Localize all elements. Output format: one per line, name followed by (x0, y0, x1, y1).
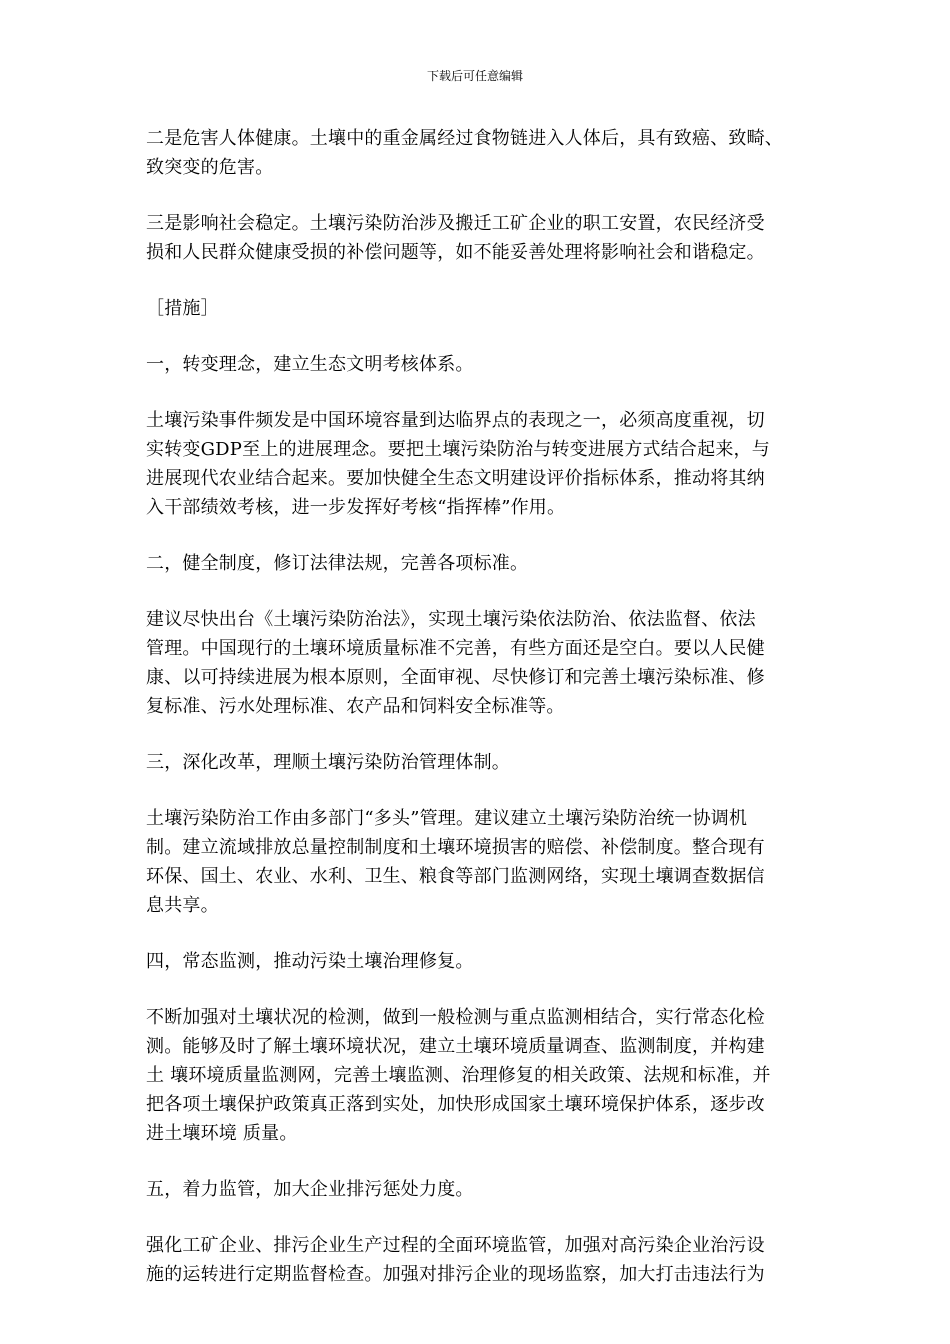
paragraph (146, 1231, 806, 1289)
text-line: 四，常态监测，推动污染土壤治理修复。 (146, 951, 474, 972)
text-line: 二，健全制度，修订法律法规，完善各项标准。 (146, 553, 529, 574)
paragraph (146, 804, 806, 920)
paragraph (146, 748, 806, 777)
text-line: 建议尽快出台《土壤污染防治法》，实现土壤污染依法防治、依法监督、依法 (146, 609, 756, 630)
text-line: 实转变GDP至上的进展理念。要把土壤污染防治与转变进展方式结合起来，与 (146, 439, 770, 460)
text-line: 土壤污染事件频发是中国环境容量到达临界点的表现之一，必须高度重视，切 (146, 410, 765, 431)
text-line: 不断加强对土壤状况的检测，做到一般检测与重点监测相结合，实行常态化检 (146, 1007, 765, 1028)
text-line: 进展现代农业结合起来。要加快健全生态文明建设评价指标体系，推动将其纳 (146, 468, 765, 489)
text-line: 环保、国土、农业、水利、卫生、粮食等部门监测网络，实现土壤调查数据信 (146, 866, 765, 887)
text-line: 施的运转进行定期监督检查。加强对排污企业的现场监察，加大打击违法行为 (146, 1264, 765, 1285)
paragraph (146, 350, 806, 379)
text-line: 管理。中国现行的土壤环境质量标准不完善，有些方面还是空白。要以人民健 (146, 638, 765, 659)
paragraph (146, 549, 806, 578)
text-line: 入干部绩效考核，进一步发挥好考核“指挥棒”作用。 (146, 497, 566, 518)
text-line: 二是危害人体健康。土壤中的重金属经过食物链进入人体后，具有致癌、致畸、 (146, 128, 783, 149)
text-line: 复标准、污水处理标准、农产品和饲料安全标准等。 (146, 696, 565, 717)
text-line: 致突变的危害。 (146, 157, 274, 178)
paragraph (146, 294, 806, 323)
paragraph (146, 209, 806, 267)
paragraph (146, 406, 806, 522)
paragraph (146, 124, 806, 182)
text-line: 土 壤环境质量监测网，完善土壤监测、治理修复的相关政策、法规和标准，并 (146, 1065, 771, 1086)
paragraph (146, 947, 806, 976)
text-line: 把各项土壤保护政策真正落到实处，加快形成国家土壤环境保护体系，逐步改 (146, 1094, 765, 1115)
document-body (146, 124, 806, 1316)
text-line: ［措施］ (146, 298, 219, 319)
paragraph (146, 1175, 806, 1204)
text-line: 进土壤环境 质量。 (146, 1123, 298, 1144)
page-header: 下载后可任意编辑 (426, 69, 523, 83)
text-line: 三，深化改革，理顺土壤污染防治管理体制。 (146, 752, 510, 773)
text-line: 息共享。 (146, 895, 219, 916)
text-line: 制。建立流域排放总量控制制度和土壤环境损害的赔偿、补偿制度。整合现有 (146, 837, 765, 858)
text-line: 一，转变理念，建立生态文明考核体系。 (146, 354, 474, 375)
paragraph (146, 1003, 806, 1148)
text-line: 土壤污染防治工作由多部门“多头”管理。建议建立土壤污染防治统一协调机 (146, 808, 748, 829)
text-line: 五，着力监管，加大企业排污惩处力度。 (146, 1179, 474, 1200)
text-line: 强化工矿企业、排污企业生产过程的全面环境监管，加强对高污染企业治污设 (146, 1235, 765, 1256)
text-line: 三是影响社会稳定。土壤污染防治涉及搬迁工矿企业的职工安置，农民经济受 (146, 213, 765, 234)
text-line: 康、以可持续进展为根本原则，全面审视、尽快修订和完善土壤污染标准、修 (146, 667, 765, 688)
paragraph (146, 605, 806, 721)
text-line: 损和人民群众健康受损的补偿问题等，如不能妥善处理将影响社会和谐稳定。 (146, 242, 765, 263)
text-line: 测。能够及时了解土壤环境状况，建立土壤环境质量调查、监测制度，并构建 (146, 1036, 765, 1057)
